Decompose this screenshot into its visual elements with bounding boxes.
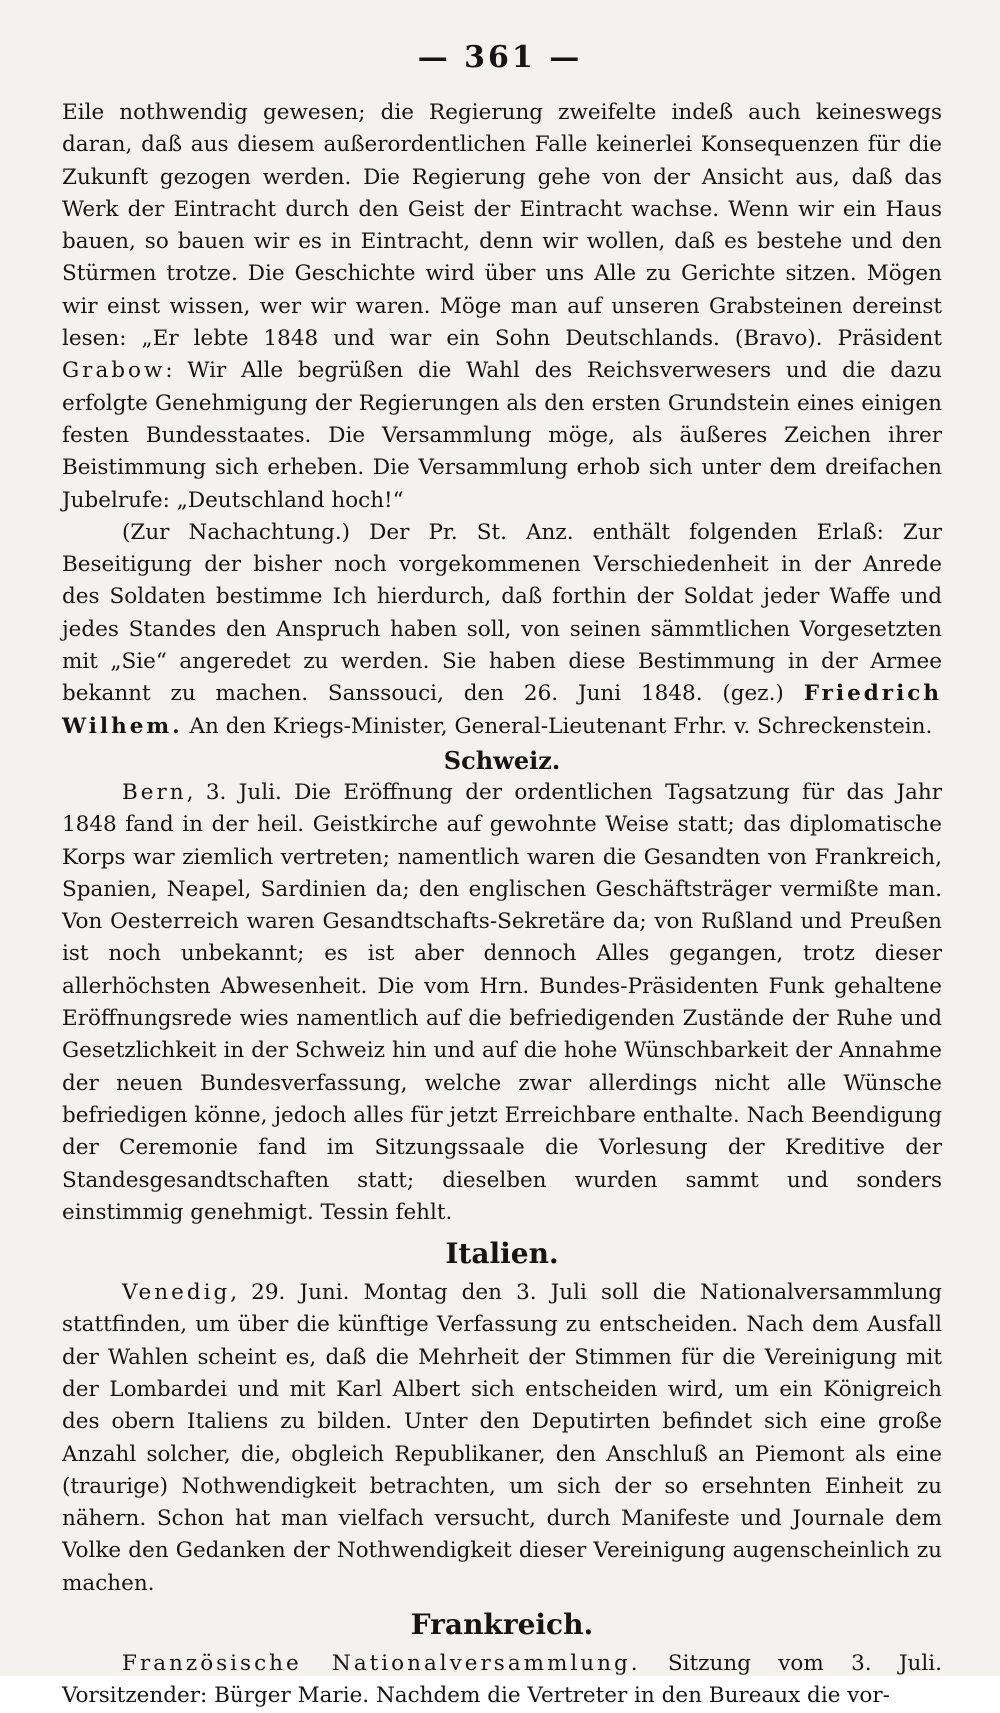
paragraph-text: Sitzung vom 3. Juli. Vorsitzender: Bürger Marie. Nachdem die Vertreter in den Bureaux die vor- [62, 1651, 942, 1709]
paragraph-text: : Wir Alle begrüßen die Wahl des Reichsverwesers und die dazu erfolgte Genehmigung der Regierungen als den ersten Grundstein eines einigen festen Bundesstaates. Die Versammlung möge, als äußeres Zeichen ihrer Beistimmung sich erheben. Die Versammlung erhob sich unter dem dreifachen Jubelrufe: „Deutschland hoch!“ [62, 358, 942, 513]
paragraph-bern [62, 777, 942, 1229]
section-heading-frankreich: Frankreich. [410, 1608, 594, 1642]
session-title: Französische Nationalversammlung. [122, 1651, 641, 1677]
article-body [62, 97, 942, 1713]
dateline-place: Venedig [122, 1280, 231, 1306]
paragraph-text: , 29. Juni. Montag den 3. Juli soll die Nationalversammlung stattfinden, um über die künftige Verfassung zu entscheiden. Nach dem Ausfall der Wahlen scheint es, daß die Mehrheit der Stimmen für die Vereinigung mit der Lombardei und mit Karl Albert sich entscheiden wird, um ein Königreich des obern Italiens zu bilden. Unter den Deputirten befindet sich eine große Anzahl solcher, die, obgleich Republikaner, den Anschluß an Piemont als eine (traurige) Nothwendigkeit betrachten, um sich der so ersehnten Einheit zu nähern. Schon hat man vielfach versucht, durch Manifeste und Journale dem Volke den Gedanken der Nothwendigkeit dieser Vereinigung augenscheinlich zu machen. [62, 1280, 942, 1596]
dateline-place: Bern [122, 779, 187, 805]
paragraph-text: (Zur Nachachtung.) Der Pr. St. Anz. enthält folgenden Erlaß: Zur Beseitigung der bisher noch vorgekommenen Verschiedenheit in der Anrede des Soldaten bestimme Ich hierdurch, daß forthin der Soldat jeder Waffe und jedes Standes den Anspruch haben soll, von seinen sämmtlichen Vorgesetzten mit „Sie“ angeredet zu werden. Sie haben diese Bestimmung in der Armee bekannt zu machen. Sanssouci, den 26. Juni 1848. (gez.) [62, 519, 942, 707]
speaker-name: Grabow [62, 358, 166, 384]
paragraph-decree [62, 517, 942, 743]
paragraph-text: An den Kriegs-Minister, General-Lieutenant Frhr. v. Schreckenstein. [189, 713, 933, 739]
paragraph-venedig [62, 1277, 942, 1600]
section-heading-schweiz: Schweiz. [443, 745, 561, 775]
signature: Friedrich Wilhem. [62, 681, 942, 739]
paragraph-parliament [62, 97, 942, 517]
page-number: — 361 — [417, 40, 583, 75]
paragraph-frankreich [62, 1648, 942, 1713]
section-heading-italien: Italien. [445, 1237, 559, 1271]
paragraph-text: , 3. Juli. Die Eröffnung der ordentlichen Tagsatzung für das Jahr 1848 fand in der heil. Geistkirche auf gewohnte Weise statt; das diplomatische Korps war ziemlich vertreten; namentlich waren die Gesandten von Frankreich, Spanien, Neapel, Sardinien da; den englischen Geschäftsträger vermißte man. Von Oesterreich waren Gesandtschafts-Sekretäre da; von Rußland und Preußen ist noch unbekannt; es ist aber dennoch Alles gegangen, trotz dieser allerhöchsten Abwesenheit. Die vom Hrn. Bundes-Präsidenten Funk gehaltene Eröffnungsrede wies namentlich auf die befriedigenden Zustände der Ruhe und Gesetzlichkeit in der Schweiz hin und auf die hohe Wünschbarkeit der Annahme der neuen Bundesverfassung, welche zwar allerdings nicht alle Wünsche befriedigen könne, jedoch alles für jetzt Erreichbare enthalte. Nach Beendigung der Ceremonie fand im Sitzungssaale die Vorlesung der Kreditive der Standesgesandtschaften statt; dieselben wurden sammt und sonders einstimmig genehmigt. Tessin fehlt. [62, 779, 942, 1225]
paragraph-text: Eile nothwendig gewesen; die Regierung zweifelte indeß auch keineswegs daran, daß aus diesem außerordentlichen Falle keinerlei Konsequenzen für die Zukunft gezogen werden. Die Regierung gehe von der Ansicht aus, daß das Werk der Eintracht durch den Geist der Eintracht wachse. Wenn wir ein Haus bauen, so bauen wir es in Eintracht, denn wir wollen, daß es bestehe und den Stürmen trotze. Die Geschichte wird über uns Alle zu Gerichte sitzen. Mögen wir einst wissen, wer wir waren. Möge man auf unseren Grabsteinen dereinst lesen: „Er lebte 1848 und war ein Sohn Deutschlands. (Bravo). Präsident [62, 100, 942, 352]
